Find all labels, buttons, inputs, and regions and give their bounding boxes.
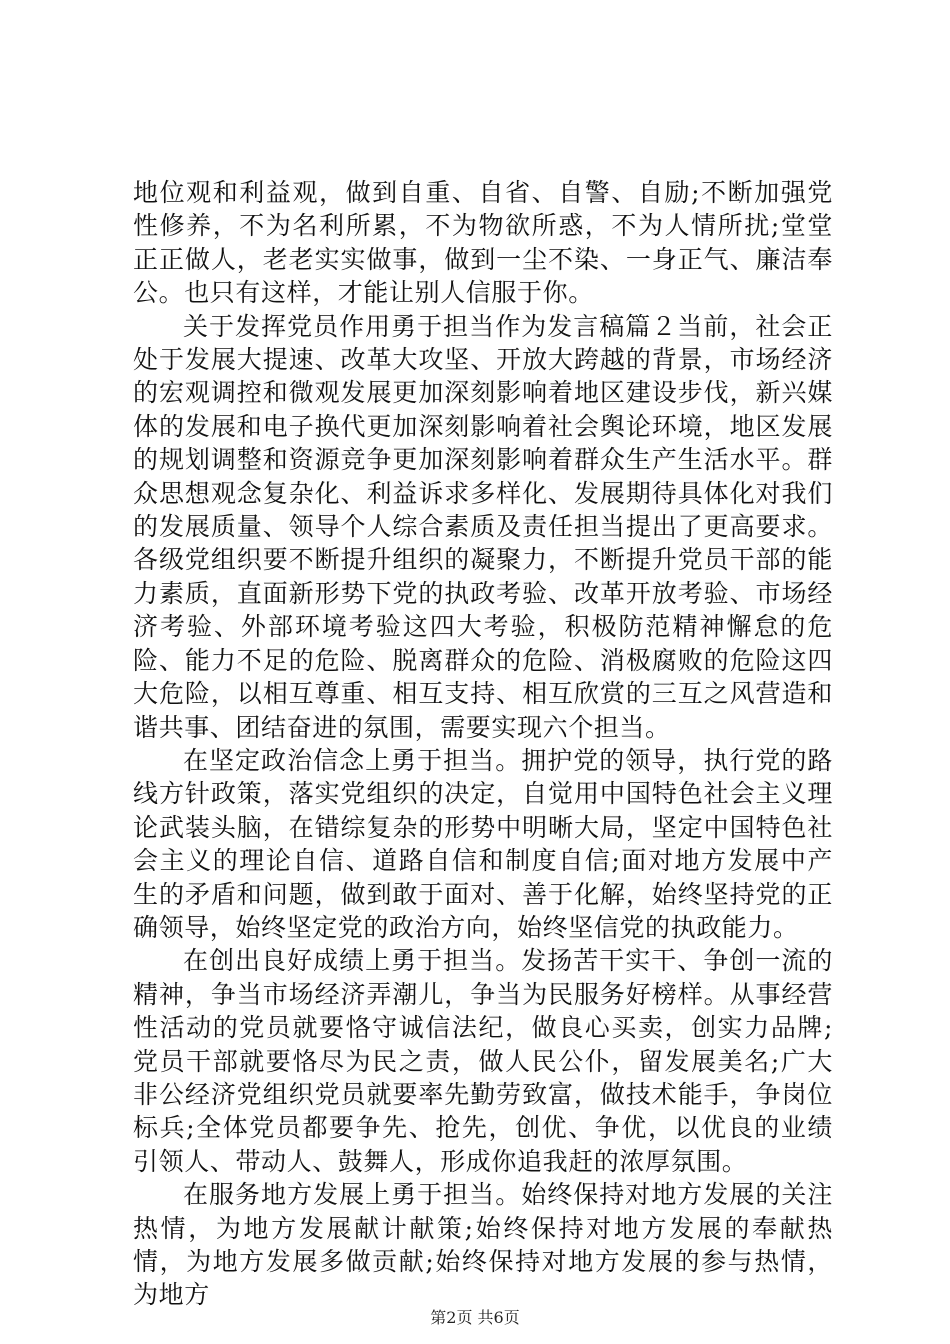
paragraph-good-results: 在创出良好成绩上勇于担当。发扬苦干实干、争创一流的精神，争当市场经济弄潮儿，争当为民服务好榜样。从事经营性活动的党员就要恪守诚信法纪，做良心买卖，创实力品牌;党员干部就要恪尽为民之责，做人民公仆，留发展美名;广大非公经济党组织党员就要率先勤劳致富，做技术能手，争岗位标兵;全体党员都要争先、抢先，创优、争优，以优良的业绩引领人、带动人、鼓舞人，形成你追我赶的浓厚氛围。 [133,946,833,1176]
paragraph-speech-intro: 关于发挥党员作用勇于担当作为发言稿篇２当前，社会正处于发展大提速、改革大攻坚、开放大跨越的背景，市场经济的宏观调控和微观发展更加深刻影响着地区建设步伐，新兴媒体的发展和电子换代更加深刻影响着社会舆论环境，地区发展的规划调整和资源竞争更加深刻影响着群众生产生活水平。群众思想观念复杂化、利益诉求多样化、发展期待具体化对我们的发展质量、领导个人综合素质及责任担当提出了更高要求。各级党组织要不断提升组织的凝聚力，不断提升党员干部的能力素质，直面新形势下党的执政考验、改革开放考验、市场经济考验、外部环境考验这四大考验，积极防范精神懈怠的危险、能力不足的危险、脱离群众的危险、消极腐败的危险这四大危险，以相互尊重、相互支持、相互欣赏的三互之风营造和谐共事、团结奋进的氛围，需要实现六个担当。 [133,311,833,742]
paragraph-continuation: 地位观和利益观，做到自重、自省、自警、自励;不断加强党性修养，不为名利所累，不为物欲所惑，不为人情所扰;堂堂正正做人，老老实实做事，做到一尘不染、一身正气、廉洁奉公。也只有这样，才能让别人信服于你。 [133,178,833,308]
paragraph-political-belief: 在坚定政治信念上勇于担当。拥护党的领导，执行党的路线方针政策，落实党组织的决定，自觉用中国特色社会主义理论武装头脑，在错综复杂的形势中明晰大局，坚定中国特色社会主义的理论自信、道路自信和制度自信;面对地方发展中产生的矛盾和问题，做到敢于面对、善于化解，始终坚持党的正确领导，始终坚定党的政治方向，始终坚信党的执政能力。 [133,745,833,942]
paragraph-local-development: 在服务地方发展上勇于担当。始终保持对地方发展的关注热情，为地方发展献计献策;始终保持对地方发展的奉献热情，为地方发展多做贡献;始终保持对地方发展的参与热情，为地方 [133,1180,833,1310]
document-body [133,176,833,1312]
page-number-footer: 第2页 共6页 [430,1308,520,1327]
